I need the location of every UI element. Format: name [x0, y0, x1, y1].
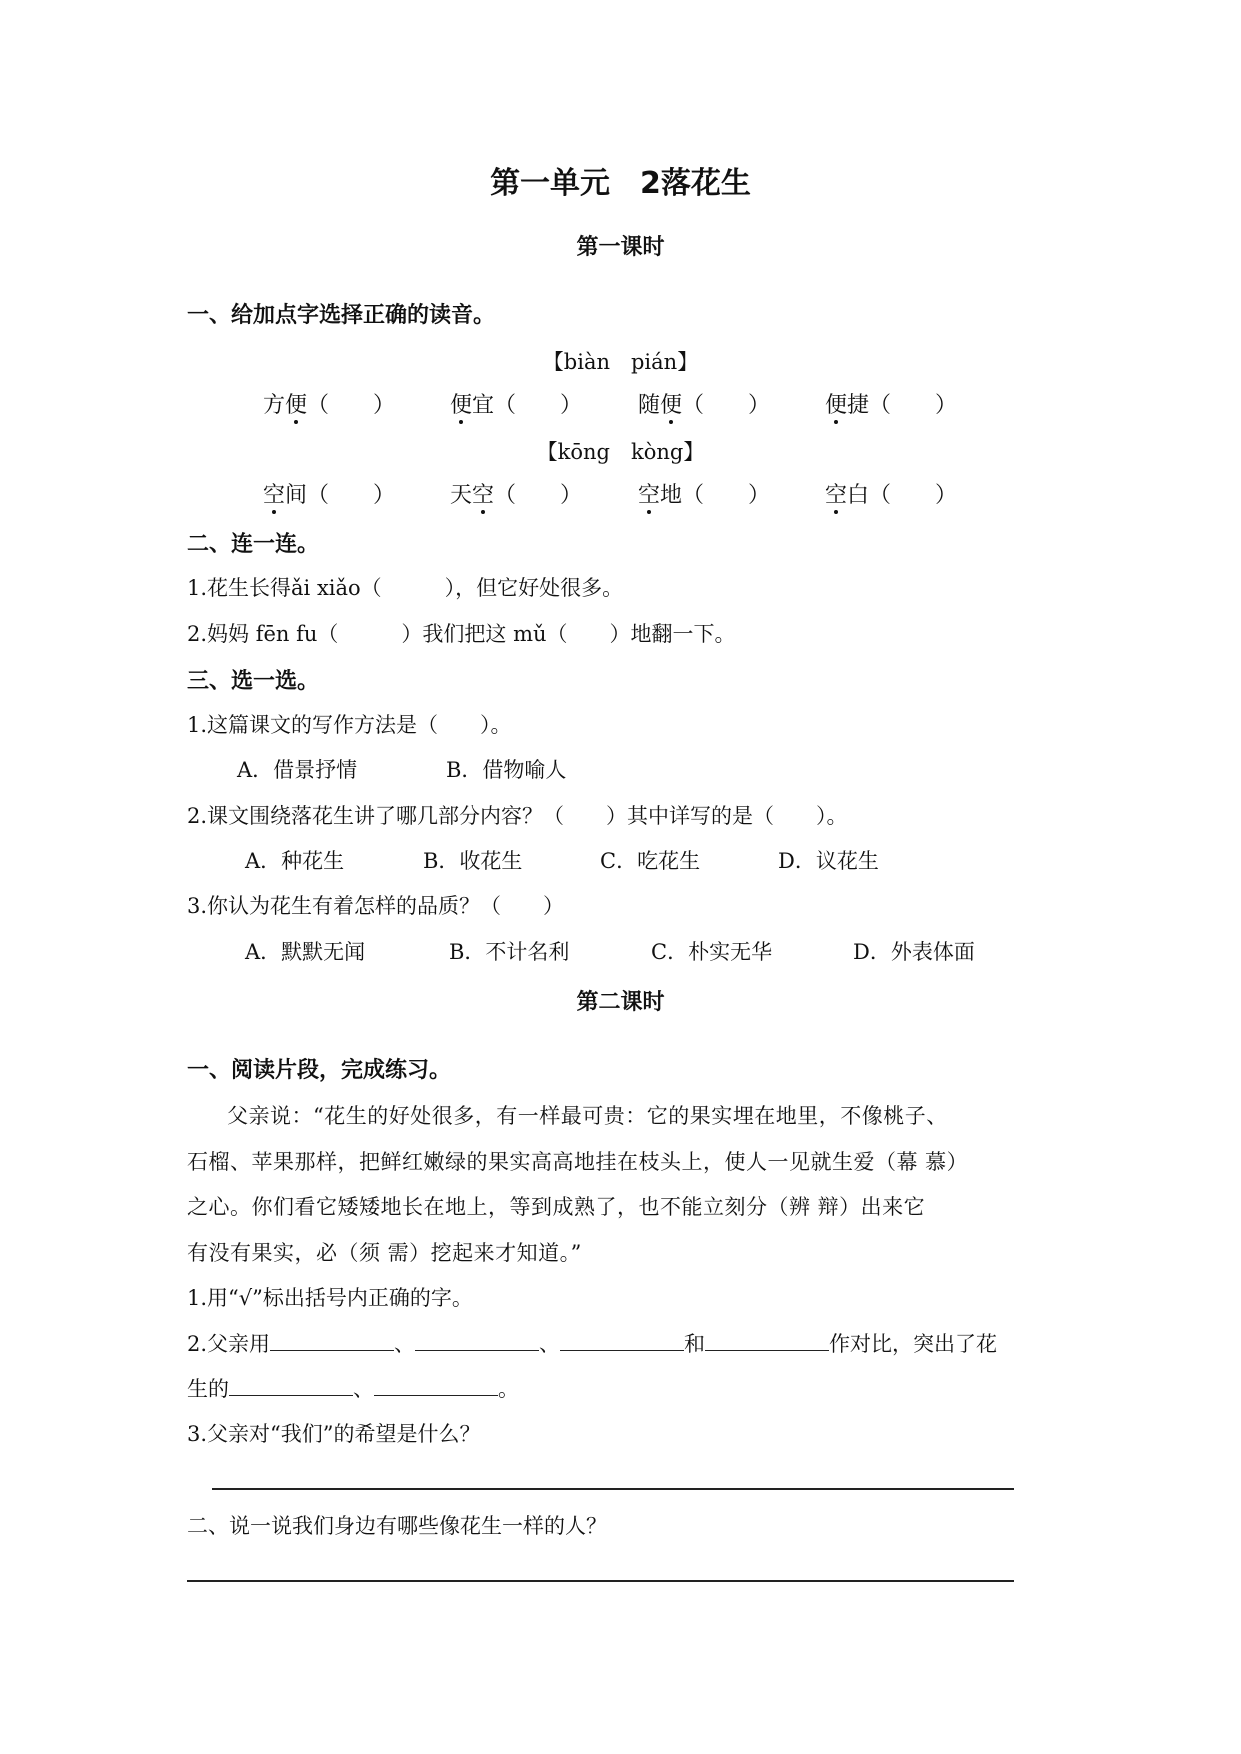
word-item: 空间（ ）	[263, 478, 395, 509]
question-2: 2.课文围绕落花生讲了哪几部分内容？（ ）其中详写的是（ ）。	[187, 804, 848, 828]
answer-paren[interactable]: （ ）	[307, 393, 396, 418]
option[interactable]: D．议花生	[778, 849, 879, 873]
word-item: 天空（ ）	[450, 478, 582, 509]
pinyin-options-kong: 【kōng kòng】	[536, 440, 705, 464]
l2-part2-heading: 二、说一说我们身边有哪些像花生一样的人？	[187, 1514, 607, 1538]
word-item: 空地（ ）	[638, 478, 770, 509]
answer-line[interactable]	[187, 1580, 1014, 1582]
answer-paren[interactable]: （ ）	[682, 483, 771, 508]
option[interactable]: B．收花生	[423, 849, 523, 873]
l2-part1-heading: 一、阅读片段，完成练习。	[187, 1058, 452, 1083]
l1-part1-heading: 一、给加点字选择正确的读音。	[187, 303, 496, 328]
option[interactable]: C．吃花生	[600, 849, 701, 873]
lesson2-heading: 第二课时	[576, 990, 665, 1015]
word-item: 便捷（ ）	[825, 388, 957, 419]
answer-paren[interactable]: （ ）	[869, 393, 958, 418]
passage-line: 父亲说：“花生的好处很多，有一样最可贵：它的果实埋在地里，不像桃子、	[227, 1104, 948, 1128]
fill-item: 2.妈妈 fēn fu（ ）我们把这 mǔ（ ）地翻一下。	[187, 622, 736, 646]
word-item: 空白（ ）	[825, 478, 957, 509]
answer-blank[interactable]	[415, 1330, 539, 1351]
l2-question-1: 1.用“√”标出括号内正确的字。	[187, 1286, 473, 1310]
answer-paren[interactable]: （ ）	[682, 393, 771, 418]
l1-part2-heading: 二、连一连。	[187, 532, 320, 557]
word-item: 随便（ ）	[638, 388, 770, 419]
answer-line[interactable]	[212, 1488, 1014, 1490]
passage-line: 之心。你们看它矮矮地长在地上，等到成熟了，也不能立刻分（辨 辩）出来它	[187, 1195, 926, 1219]
l2-question-3: 3.父亲对“我们”的希望是什么？	[187, 1422, 481, 1446]
answer-blank[interactable]	[560, 1330, 684, 1351]
option[interactable]: B．不计名利	[449, 940, 570, 964]
option[interactable]: D．外表体面	[853, 940, 975, 964]
l2-question-2-cont: 生的 、 。	[187, 1377, 519, 1401]
answer-paren[interactable]: （ ）	[307, 483, 396, 508]
word-item: 方便（ ）	[263, 388, 395, 419]
answer-paren[interactable]: （ ）	[869, 483, 958, 508]
fill-item: 1.花生长得ǎi xiǎo（ ），但它好处很多。	[187, 576, 624, 600]
option[interactable]: B．借物喻人	[446, 758, 567, 782]
l1-part3-heading: 三、选一选。	[187, 669, 320, 694]
question-1: 1.这篇课文的写作方法是（ ）。	[187, 713, 512, 737]
answer-blank[interactable]	[705, 1330, 829, 1351]
option[interactable]: A．默默无闻	[245, 940, 366, 964]
page-title: 第一单元 2落花生	[490, 166, 751, 201]
passage-line: 石榴、苹果那样，把鲜红嫩绿的果实高高地挂在枝头上，使人一见就生爱（幕 慕）	[187, 1150, 969, 1174]
answer-blank[interactable]	[374, 1375, 498, 1396]
question-3: 3.你认为花生有着怎样的品质？（ ）	[187, 894, 565, 918]
answer-paren[interactable]: （ ）	[494, 393, 583, 418]
option[interactable]: A．借景抒情	[237, 758, 358, 782]
l2-question-2: 2.父亲用 、 、 和 作对比，突出了花	[187, 1332, 998, 1356]
lesson1-heading: 第一课时	[576, 235, 665, 260]
answer-paren[interactable]: （ ）	[494, 483, 583, 508]
word-item: 便宜（ ）	[450, 388, 582, 419]
option[interactable]: A．种花生	[245, 849, 345, 873]
pinyin-options-bian: 【biàn pián】	[542, 350, 699, 374]
option[interactable]: C．朴实无华	[651, 940, 773, 964]
passage-line: 有没有果实，必（须 需）挖起来才知道。”	[187, 1241, 582, 1265]
answer-blank[interactable]	[270, 1330, 394, 1351]
answer-blank[interactable]	[229, 1375, 353, 1396]
